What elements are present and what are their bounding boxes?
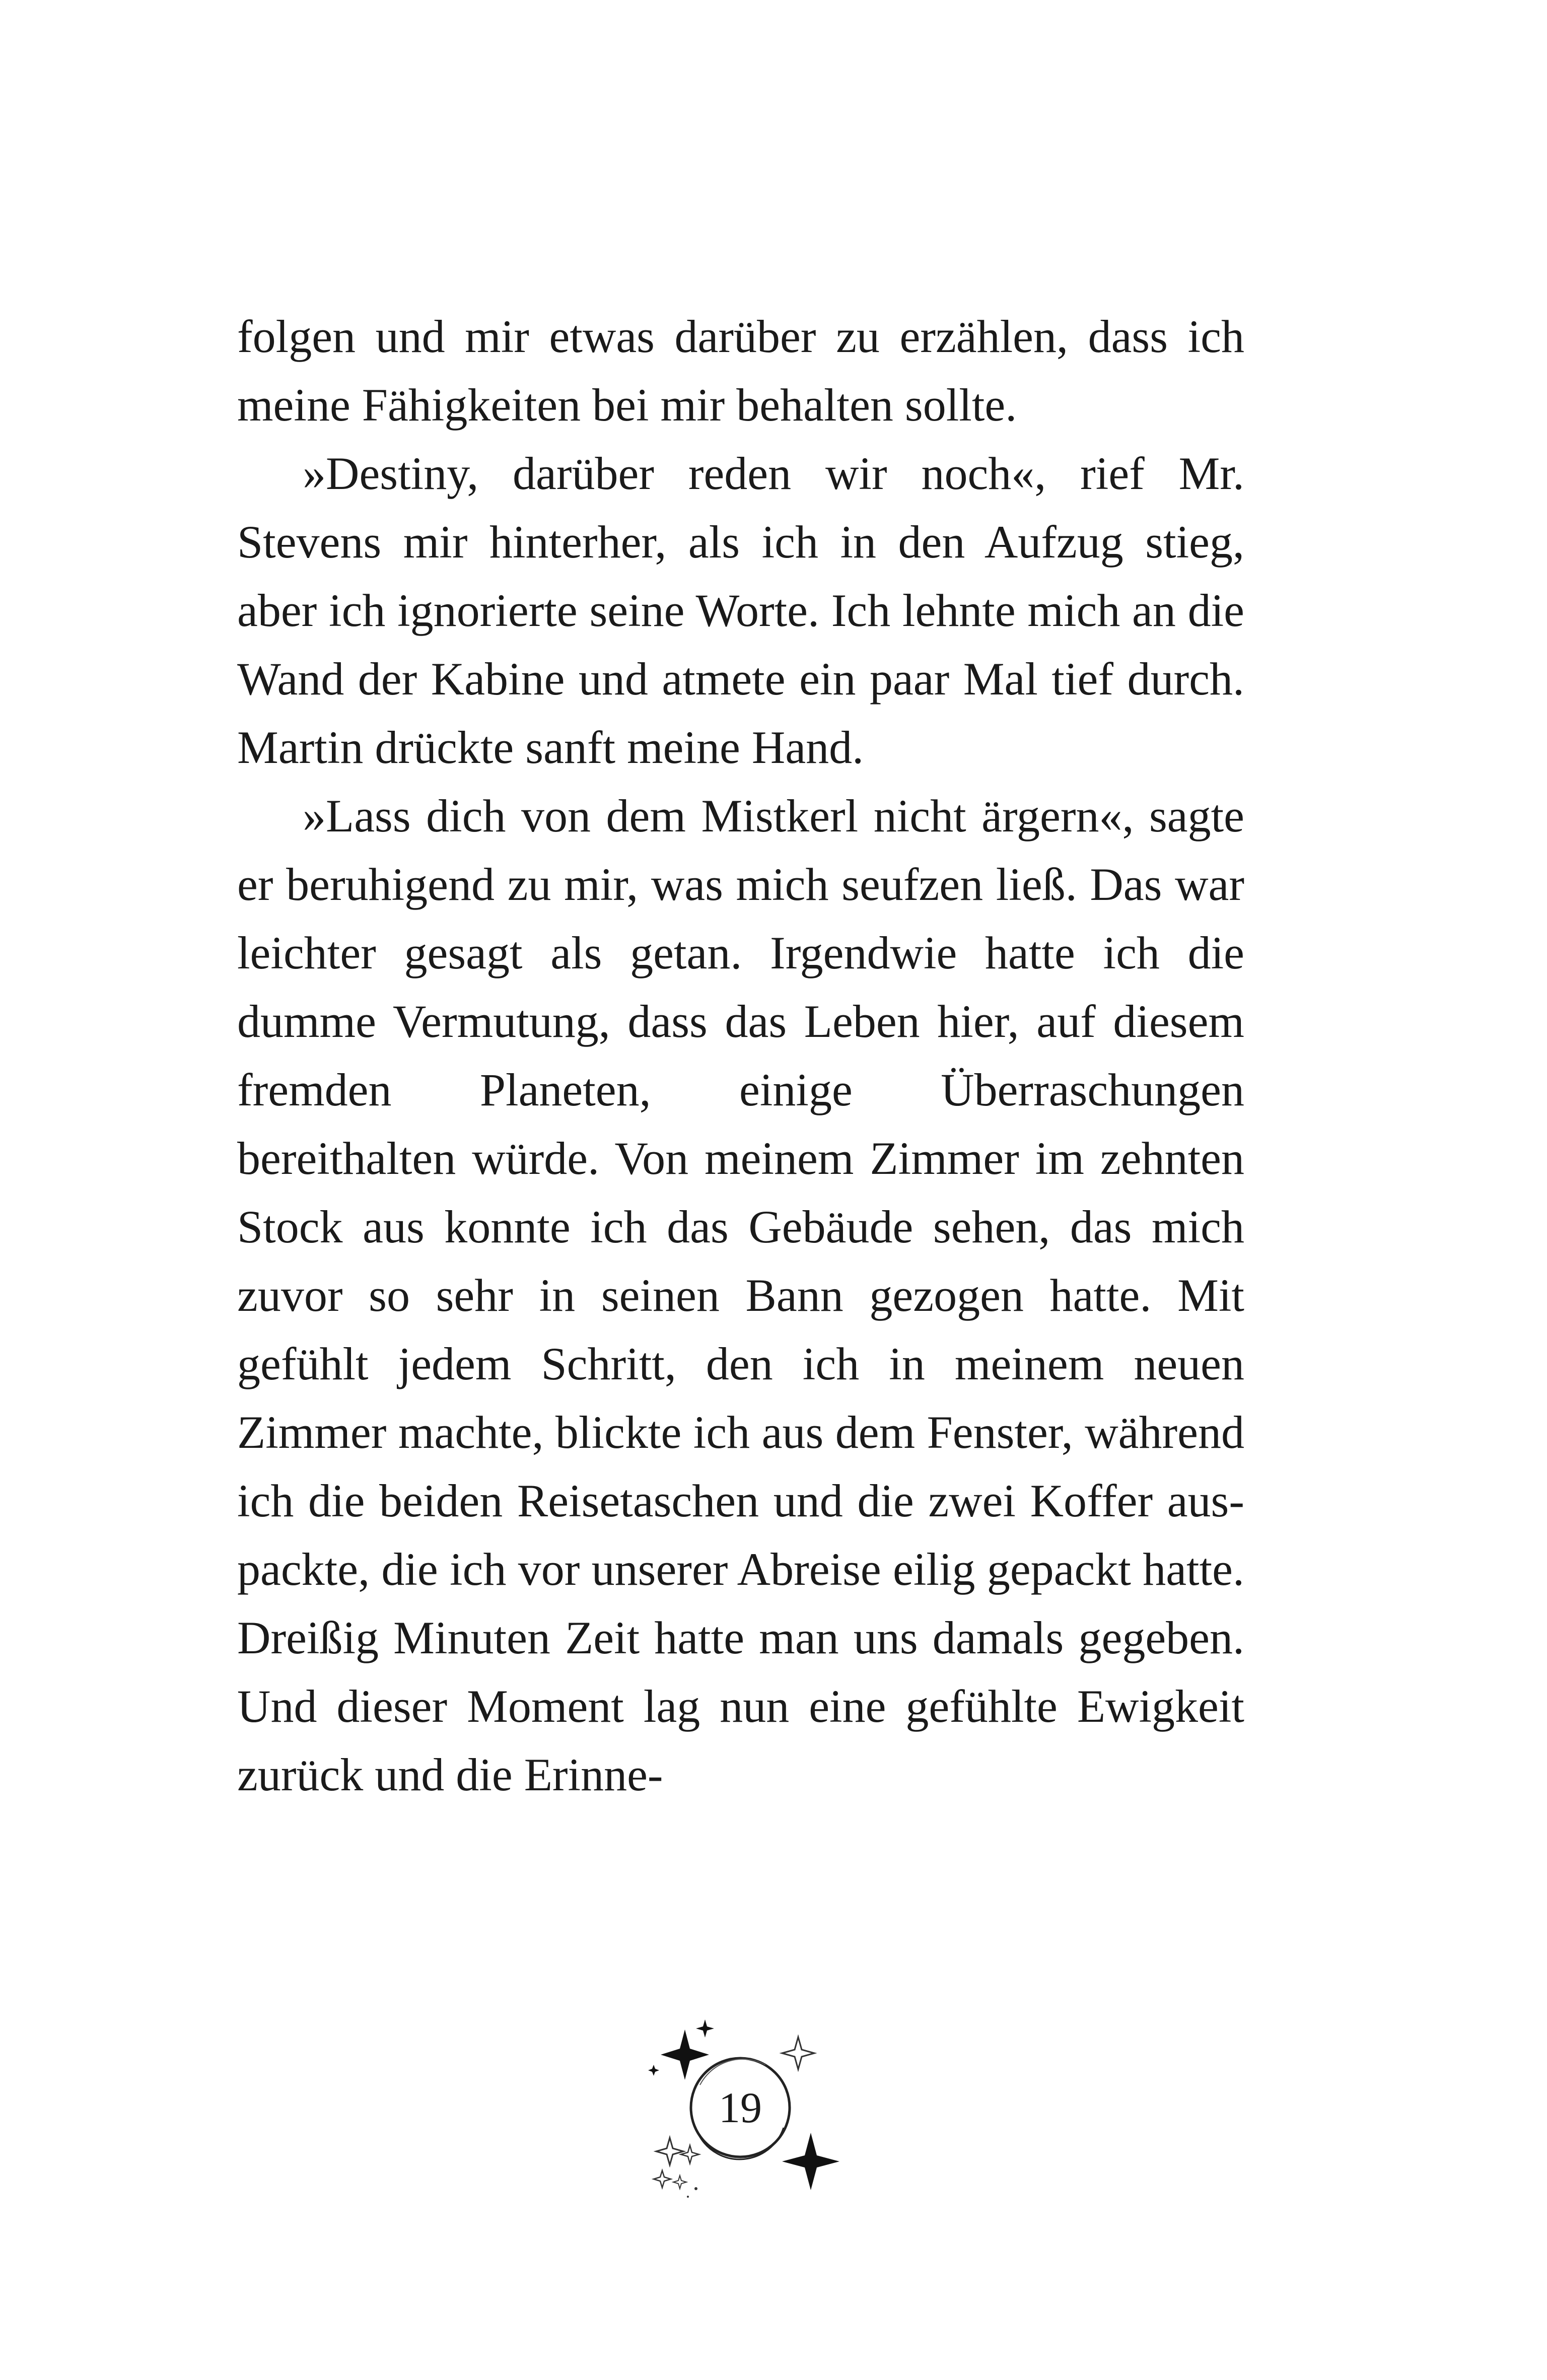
paragraph-2: »Destiny, darüber reden wir noch«, rief Mr. Stevens mir hinterher, als ich in den Aufzug stieg, aber ich ignorierte seine Worte. Ich lehnte mich an die Wand der Kabine und atmete ein paar Mal tief durch. Martin drückte sanft meine Hand. (237, 448, 1244, 773)
paragraph-1: folgen und mir etwas darüber zu erzählen, dass ich meine Fähigkeiten bei mir behalten sollte. (237, 311, 1244, 431)
page-number: 19 (719, 2083, 762, 2132)
paragraph-3: »Lass dich von dem Mistkerl nicht ärgern«, sagte er beruhigend zu mir, was mich seufzen ließ. Das war leichter gesagt als getan. Irgendwie hatte ich die dumme Vermutung, dass das Leben hier, auf diesem fremden Planeten, einige Überraschungen bereithalten würde. Von meinem Zimmer im zehnten Stock aus konnte ich das Gebäude sehen, das mich zuvor so sehr in seinen Bann gezogen hatte. Mit gefühlt jedem Schritt, den ich in meinem neuen Zimmer machte, blickte ich aus dem Fenster, während ich die beiden Reisetaschen und die zwei Koffer auspackte, die ich vor unserer Abreise eilig gepackt hatte. Dreißig Minuten Zeit hatte man uns damals gegeben. Und dieser Moment lag nun eine gefühlte Ewigkeit zurück und die Erinne- (237, 790, 1244, 1800)
body-text (237, 302, 1244, 1809)
